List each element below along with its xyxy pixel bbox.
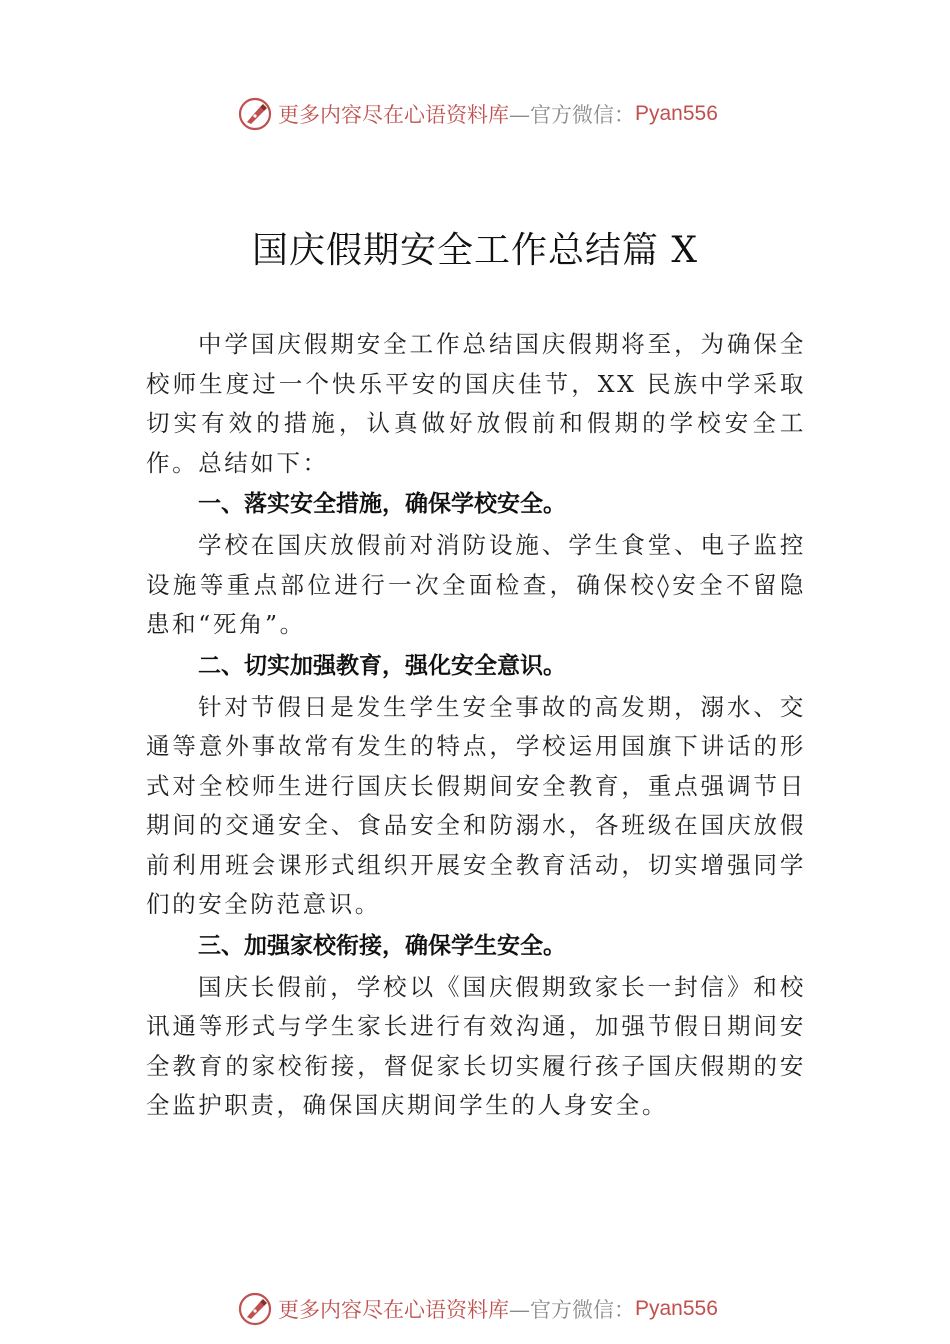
section-paragraph: 国庆长假前，学校以《国庆假期致家长一封信》和校讯通等形式与学生家长进行有效沟通，加强节假日期间安全教育的家校衔接，督促家长切实履行孩子国庆假期的安全监护职责，确保国庆期间学生的人身安全。 (146, 972, 806, 1119)
intro-paragraph: 中学国庆假期安全工作总结国庆假期将至，为确保全校师生度过一个快乐平安的国庆佳节，XX 民族中学采取切实有效的措施，认真做好放假前和假期的学校安全工作。总结如下： (146, 330, 806, 477)
section-heading: 二、切实加强教育，强化安全意识。 (198, 652, 566, 679)
document-body (146, 325, 806, 1126)
document-title: 国庆假期安全工作总结篇 X (251, 230, 699, 271)
section-paragraph: 学校在国庆放假前对消防设施、学生食堂、电子监控设施等重点部位进行一次全面检查，确保校◊安全不留隐患和“死角”。 (146, 531, 806, 638)
section-heading: 三、加强家校衔接，确保学生安全。 (198, 932, 566, 959)
watermark-label: —官方微信： (509, 103, 635, 127)
watermark-banner-bottom (238, 1289, 758, 1329)
watermark-banner-top (238, 94, 758, 134)
section-heading: 一、落实安全措施，确保学校安全。 (198, 491, 566, 517)
watermark-wechat-id: Pyan556 (635, 1297, 718, 1320)
pen-nib-logo-icon (238, 1292, 272, 1326)
pen-nib-logo-icon (238, 97, 272, 131)
watermark-wechat-id: Pyan556 (635, 102, 718, 125)
section-paragraph: 针对节假日是发生学生安全事故的高发期，溺水、交通等意外事故常有发生的特点，学校运用国旗下讲话的形式对全校师生进行国庆长假期间安全教育，重点强调节日期间的交通安全、食品安全和防溺水，各班级在国庆放假前利用班会课形式组织开展安全教育活动，切实增强同学们的安全防范意识。 (146, 692, 806, 918)
watermark-label: —官方微信： (509, 1298, 635, 1322)
watermark-text: 更多内容尽在心语资料库 (278, 1298, 509, 1322)
watermark-text: 更多内容尽在心语资料库 (278, 103, 509, 127)
